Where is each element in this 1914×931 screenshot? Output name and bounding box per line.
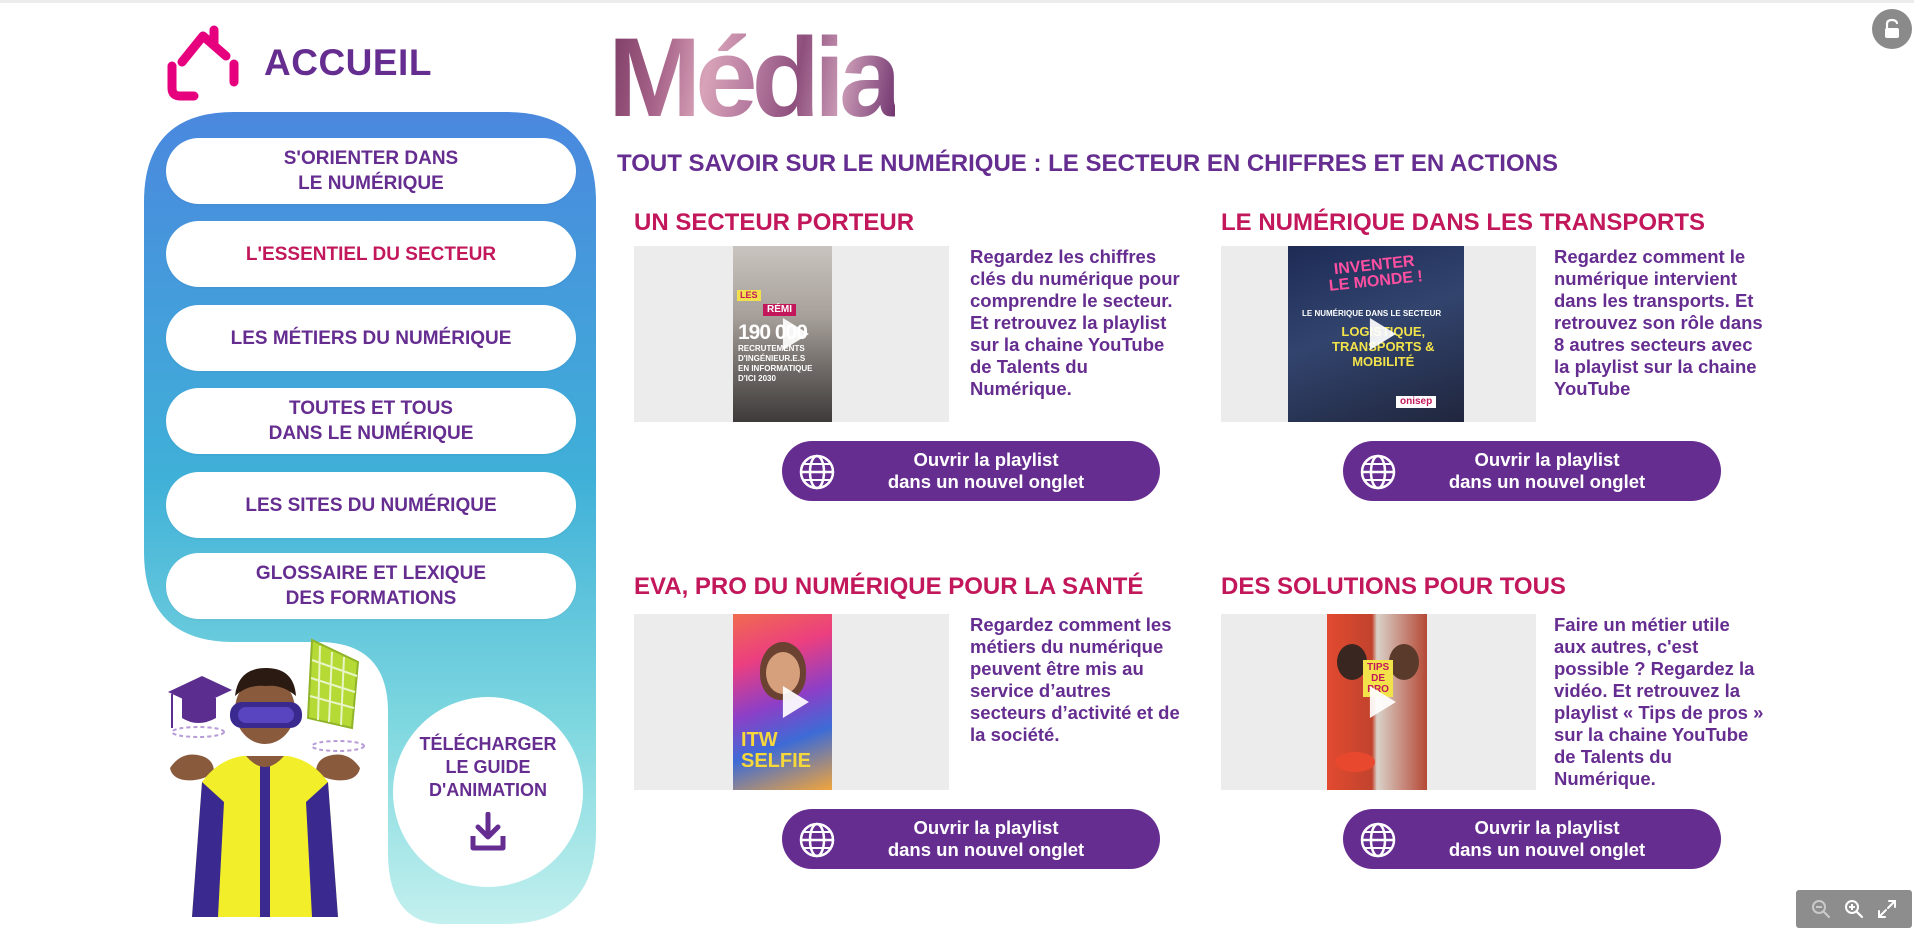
open-playlist-label: Ouvrir la playlist dans un nouvel onglet bbox=[1448, 449, 1646, 492]
home-link[interactable] bbox=[160, 22, 432, 104]
home-label: ACCUEIL bbox=[264, 42, 432, 83]
zoom-out-button[interactable] bbox=[1808, 896, 1834, 922]
play-icon bbox=[1369, 318, 1395, 350]
nav-glossaire[interactable]: GLOSSAIRE ET LEXIQUE DES FORMATIONS bbox=[166, 553, 576, 619]
nav-sites[interactable]: LES SITES DU NUMÉRIQUE bbox=[166, 472, 576, 538]
nav-essentiel-secteur[interactable]: L'ESSENTIEL DU SECTEUR bbox=[166, 221, 576, 287]
lock-open-icon bbox=[1881, 18, 1903, 40]
nav-toutes-et-tous[interactable]: TOUTES ET TOUS DANS LE NUMÉRIQUE bbox=[166, 388, 576, 454]
open-playlist-label: Ouvrir la playlist dans un nouvel onglet bbox=[1448, 817, 1646, 860]
download-guide-label: TÉLÉCHARGER LE GUIDE D'ANIMATION bbox=[419, 733, 557, 800]
card-text-secteur-porteur: Regardez les chiffres clés du numérique pour comprendre le secteur. Et retrouvez la playlist sur la chaine YouTube de Talents du Numérique. bbox=[970, 246, 1180, 399]
poster-selfie-title: ITW SELFIE bbox=[741, 729, 812, 772]
globe-icon bbox=[1359, 453, 1397, 491]
poster-remi-tag: LES bbox=[737, 290, 761, 301]
page-subtitle: TOUT SAVOIR SUR LE NUMÉRIQUE : LE SECTEUR EN CHIFFRES ET EN ACTIONS bbox=[617, 150, 1558, 177]
card-title-secteur-porteur: UN SECTEUR PORTEUR bbox=[634, 209, 915, 236]
zoom-out-icon bbox=[1811, 899, 1831, 919]
zoom-in-icon bbox=[1844, 899, 1864, 919]
nav-metiers[interactable]: LES MÉTIERS DU NUMÉRIQUE bbox=[166, 305, 576, 371]
card-title-transports: LE NUMÉRIQUE DANS LES TRANSPORTS bbox=[1221, 209, 1706, 236]
open-playlist-button-secteur-porteur[interactable] bbox=[782, 441, 1160, 501]
card-text-transports: Regardez comment le numérique intervient dans les transports. Et retrouvez son rôle dans 8 autres secteurs avec la playlist sur la chaine YouTube bbox=[1554, 246, 1763, 399]
poster-remi-caption: RECRUTEMENTS D'INGÉNIEUR.E.S EN INFORMATIQUE D'ICI 2030 bbox=[738, 344, 813, 383]
open-playlist-label: Ouvrir la playlist dans un nouvel onglet bbox=[887, 817, 1085, 860]
poster-tips-person-right bbox=[1389, 644, 1419, 680]
open-playlist-button-transports[interactable] bbox=[1343, 441, 1721, 501]
fullscreen-button[interactable] bbox=[1874, 896, 1900, 922]
globe-icon bbox=[798, 821, 836, 859]
poster-transport-kicker: LE NUMÉRIQUE DANS LE SECTEUR bbox=[1302, 309, 1442, 318]
play-icon bbox=[1369, 686, 1395, 718]
house-icon bbox=[160, 22, 246, 104]
fullscreen-icon bbox=[1877, 899, 1897, 919]
poster-remi-name: RÉMI bbox=[763, 304, 796, 316]
poster-remi-number: 190 000 bbox=[738, 321, 807, 344]
poster-tips-object bbox=[1335, 752, 1375, 772]
open-playlist-button-solutions[interactable] bbox=[1343, 809, 1721, 869]
nav-sorienter[interactable]: S'ORIENTER DANS LE NUMÉRIQUE bbox=[166, 138, 576, 204]
video-thumbnail-solutions[interactable] bbox=[1221, 614, 1536, 790]
top-border bbox=[0, 0, 1914, 3]
download-guide-button[interactable] bbox=[393, 697, 583, 887]
play-icon bbox=[782, 686, 808, 718]
media-title: Média bbox=[608, 15, 896, 140]
play-icon bbox=[782, 318, 808, 350]
poster-tips-label: TIPS DE PRO bbox=[1363, 660, 1393, 697]
video-thumbnail-transports[interactable] bbox=[1221, 246, 1536, 422]
card-title-solutions: DES SOLUTIONS POUR TOUS bbox=[1221, 573, 1566, 600]
poster-transport-headline: INVENTER LE MONDE ! bbox=[1328, 252, 1424, 295]
download-icon bbox=[470, 812, 506, 852]
card-text-solutions: Faire un métier utile aux autres, c'est possible ? Regardez la vidéo. Et retrouvez la playlist « Tips de pros » sur la chaine YouTube de Talents du Numérique. bbox=[1554, 614, 1764, 789]
card-text-eva-sante: Regardez comment les métiers du numérique peuvent être mis au service d’autres secteurs d’activité et de la société. bbox=[970, 614, 1180, 745]
zoom-controls bbox=[1796, 890, 1912, 928]
open-playlist-label: Ouvrir la playlist dans un nouvel onglet bbox=[887, 449, 1085, 492]
unlock-button[interactable] bbox=[1872, 9, 1912, 49]
character-illustration bbox=[162, 632, 367, 917]
poster-transport-title: LOGISTIQUE, TRANSPORTS & MOBILITÉ bbox=[1332, 324, 1435, 369]
open-playlist-button-eva-sante[interactable] bbox=[782, 809, 1160, 869]
video-thumbnail-secteur-porteur[interactable] bbox=[634, 246, 949, 422]
globe-icon bbox=[798, 453, 836, 491]
poster-transport-logo: onisep bbox=[1396, 396, 1436, 408]
zoom-in-button[interactable] bbox=[1841, 896, 1867, 922]
video-thumbnail-eva-sante[interactable] bbox=[634, 614, 949, 790]
globe-icon bbox=[1359, 821, 1397, 859]
card-title-eva-sante: EVA, PRO DU NUMÉRIQUE POUR LA SANTÉ bbox=[634, 573, 1144, 600]
